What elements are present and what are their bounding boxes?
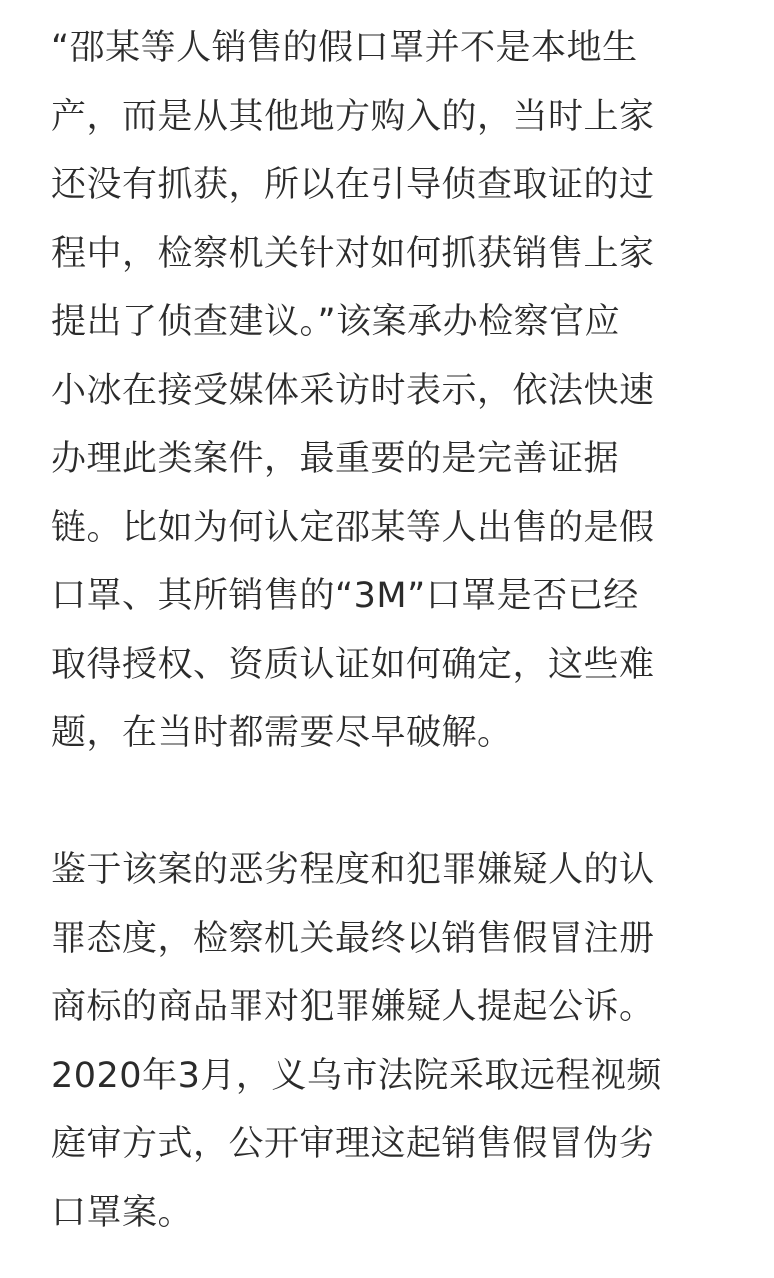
text-line: 2020年3月，义乌市法院采取远程视频 [51, 1055, 662, 1096]
text-line: 口罩案。 [51, 1192, 194, 1233]
text-line: 产，而是从其他地方购入的，当时上家 [51, 96, 655, 137]
text-line: 口罩、其所销售的“3M”口罩是否已经 [51, 576, 639, 616]
text-line: 题，在当时都需要尽早破解。 [51, 713, 513, 753]
paragraph-2 [51, 836, 774, 1247]
text-line: 办理此类案件，最重要的是完善证据 [51, 439, 620, 479]
text-line: 鉴于该案的恶劣程度和犯罪嫌疑人的认 [51, 850, 655, 890]
paragraph-1 [51, 14, 774, 768]
text-line: 提出了侦查建议。”该案承办检察官应 [51, 302, 621, 342]
text-line: 小冰在接受媒体采访时表示，依法快速 [51, 370, 655, 411]
paragraph-spacer [51, 768, 774, 837]
text-line: 取得授权、资质认证如何确定，这些难 [51, 644, 655, 685]
text-line: 还没有抓获，所以在引导侦查取证的过 [51, 165, 655, 205]
text-line: 链。比如为何认定邵某等人出售的是假 [51, 507, 655, 548]
text-line: 程中，检察机关针对如何抓获销售上家 [51, 233, 655, 274]
text-line: 庭审方式，公开审理这起销售假冒伪劣 [51, 1124, 655, 1164]
text-line: “邵某等人销售的假口罩并不是本地生 [51, 28, 638, 68]
text-line: 罪态度，检察机关最终以销售假冒注册 [51, 918, 655, 959]
text-line: 商标的商品罪对犯罪嫌疑人提起公诉。 [51, 987, 655, 1027]
